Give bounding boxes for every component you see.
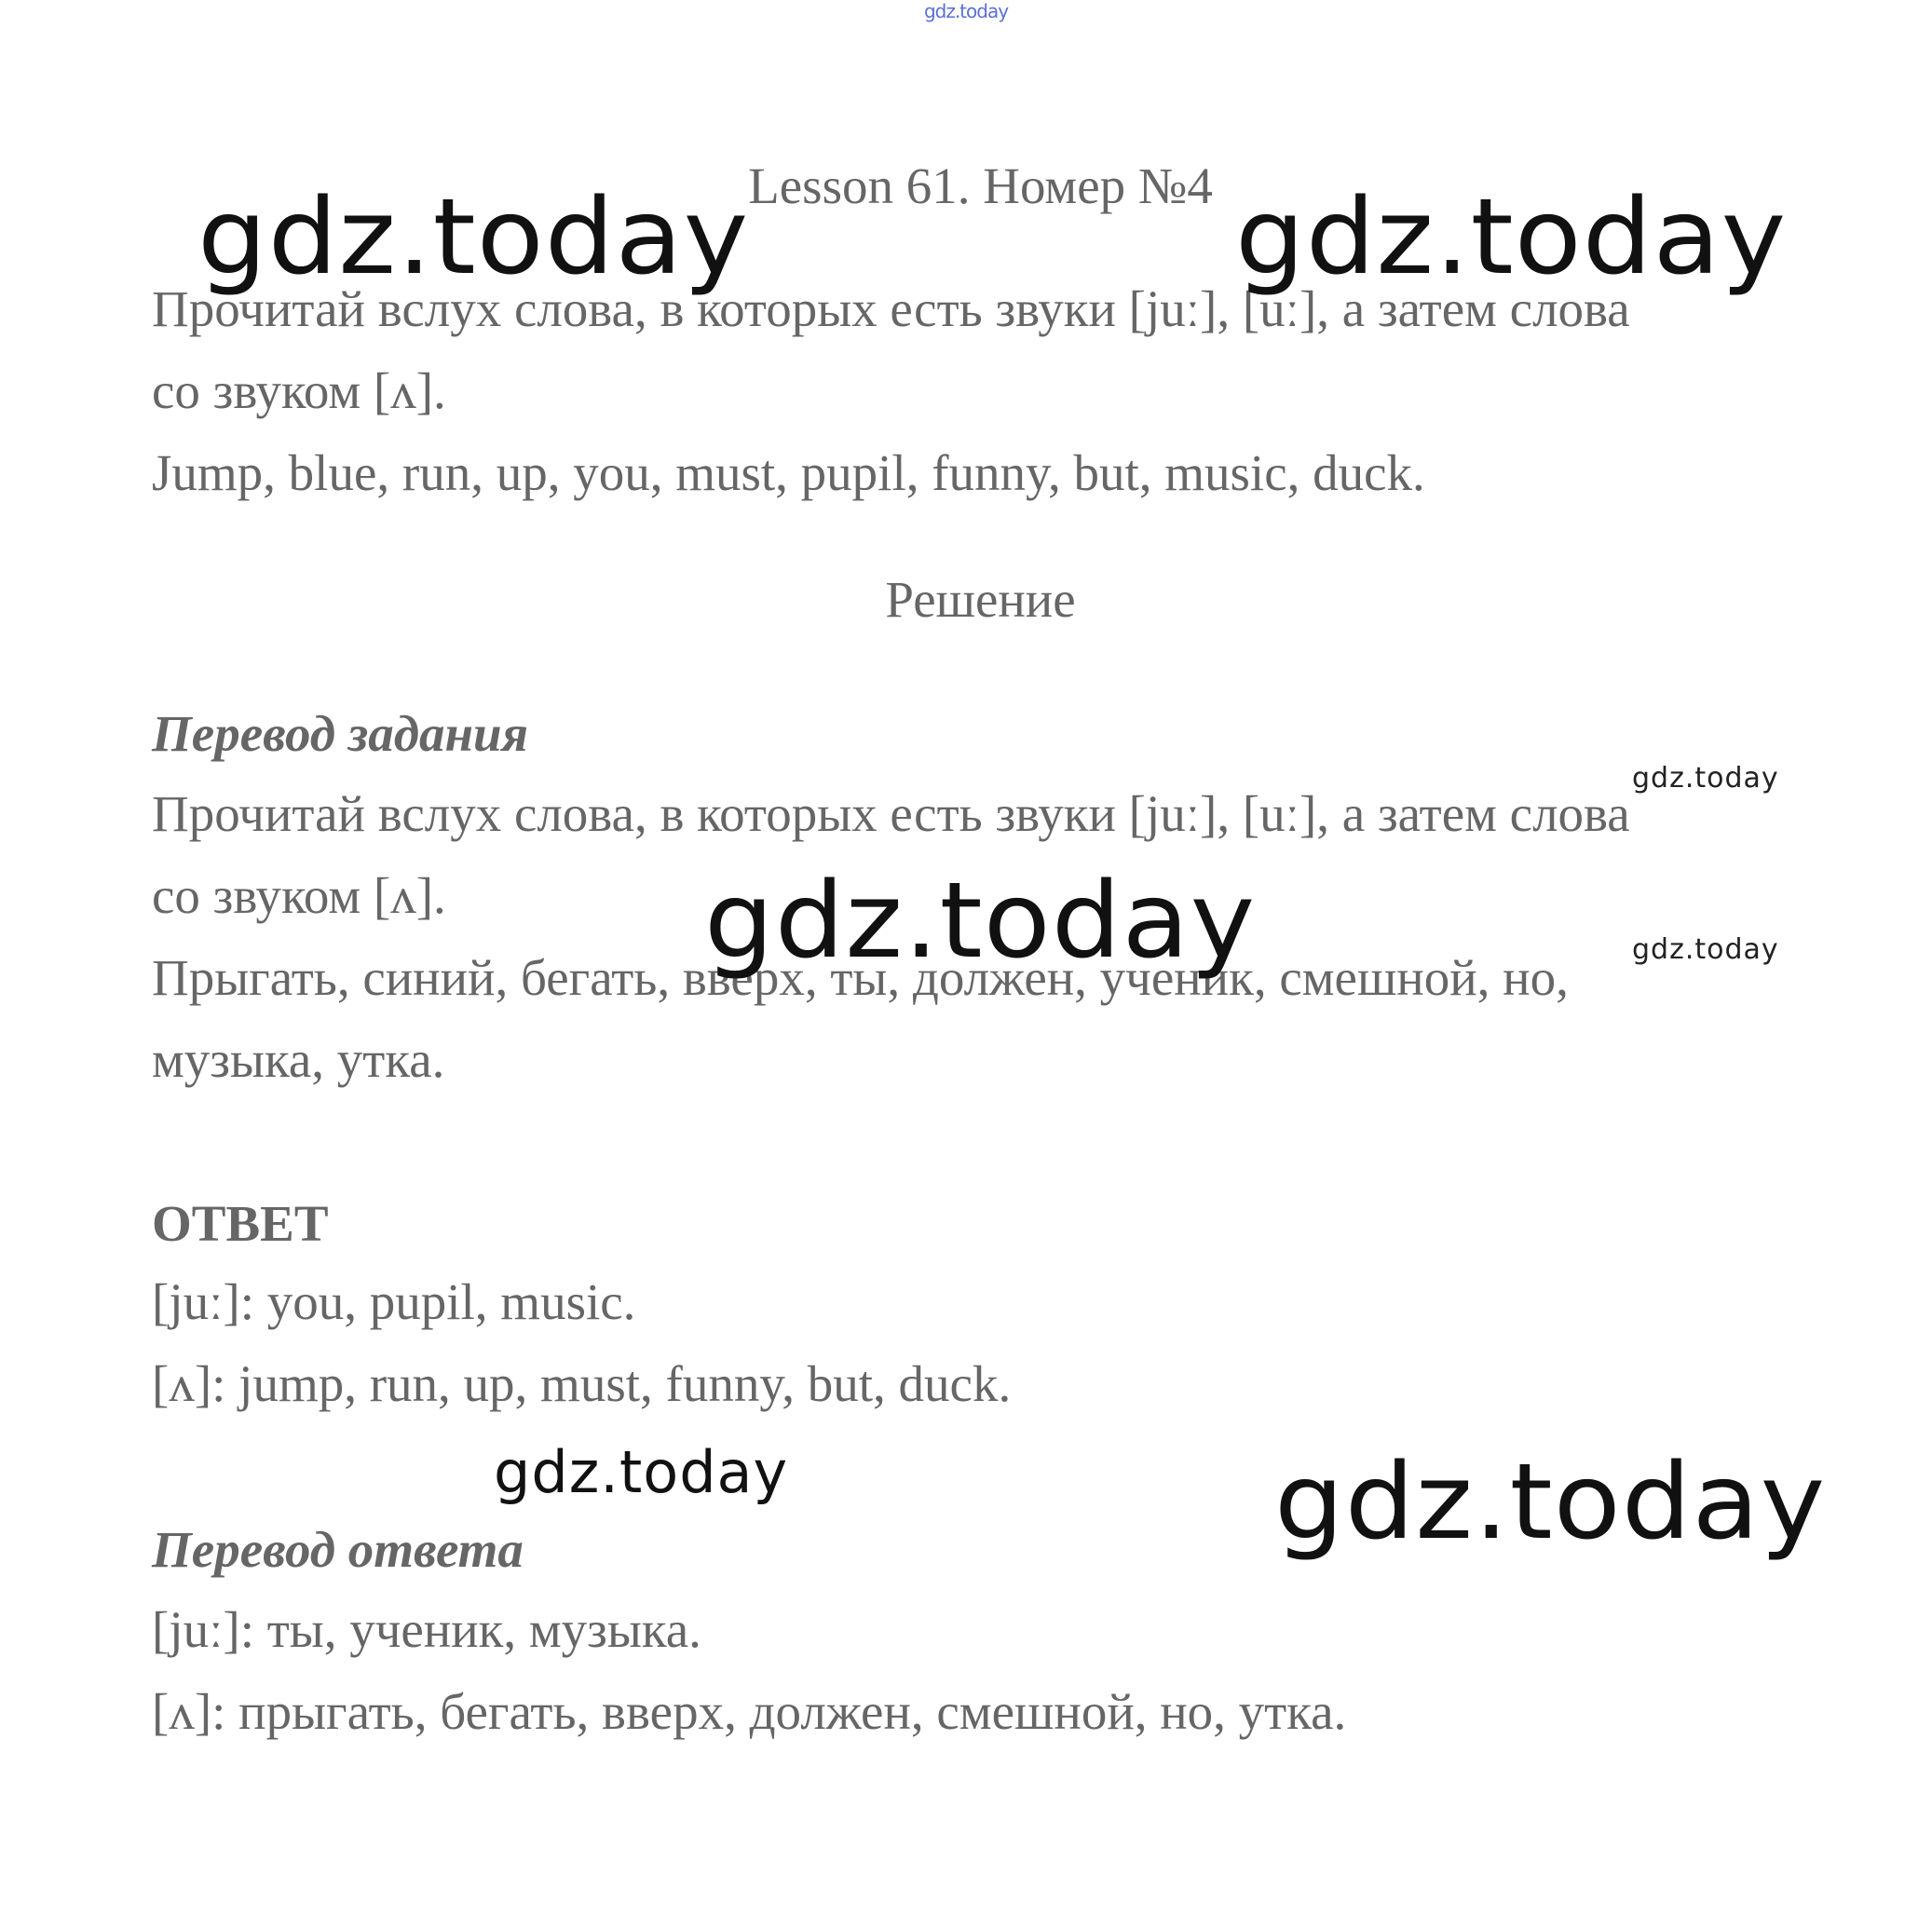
answer-translation-heading: Перевод ответа <box>152 1521 524 1578</box>
task-translation-line-2: со звуком [ʌ]. <box>152 867 446 924</box>
watermark-5: gdz.today <box>1632 933 1779 966</box>
watermark-2: gdz.today <box>1235 177 1788 298</box>
task-translation-heading: Перевод задания <box>152 705 528 762</box>
task-line-2: со звуком [ʌ]. <box>152 362 446 419</box>
watermark-1: gdz.today <box>197 177 750 298</box>
answer-translation-line-2: [ʌ]: прыгать, бегать, вверх, должен, смешной, но, утка. <box>152 1683 1347 1740</box>
task-line-1: Прочитай вслух слова, в которых есть звуки [juː], [uː], а затем слова <box>152 280 1630 337</box>
answer-line-1: [juː]: you, pupil, music. <box>152 1273 636 1330</box>
answer-translation-line-1: [juː]: ты, ученик, музыка. <box>152 1601 701 1658</box>
task-translation-line-3: Прыгать, синий, бегать, вверх, ты, должен, ученик, смешной, но, <box>152 949 1569 1006</box>
task-line-3: Jump, blue, run, up, you, must, pupil, funny, but, music, duck. <box>152 444 1425 501</box>
page-title: Lesson 61. Номер №4 <box>748 157 1213 214</box>
answer-line-2: [ʌ]: jump, run, up, must, funny, but, duck. <box>152 1355 1012 1412</box>
watermark-7: gdz.today <box>1274 1442 1827 1563</box>
watermark-6: gdz.today <box>494 1438 789 1506</box>
answer-heading: ОТВЕТ <box>152 1195 329 1252</box>
task-translation-line-4: музыка, утка. <box>152 1031 445 1088</box>
solution-heading: Решение <box>885 571 1076 628</box>
top-watermark: gdz.today <box>923 0 1009 22</box>
watermark-3: gdz.today <box>1632 762 1779 795</box>
task-translation-line-1: Прочитай вслух слова, в которых есть звуки [juː], [uː], а затем слова <box>152 785 1630 842</box>
watermark-4: gdz.today <box>704 861 1257 982</box>
